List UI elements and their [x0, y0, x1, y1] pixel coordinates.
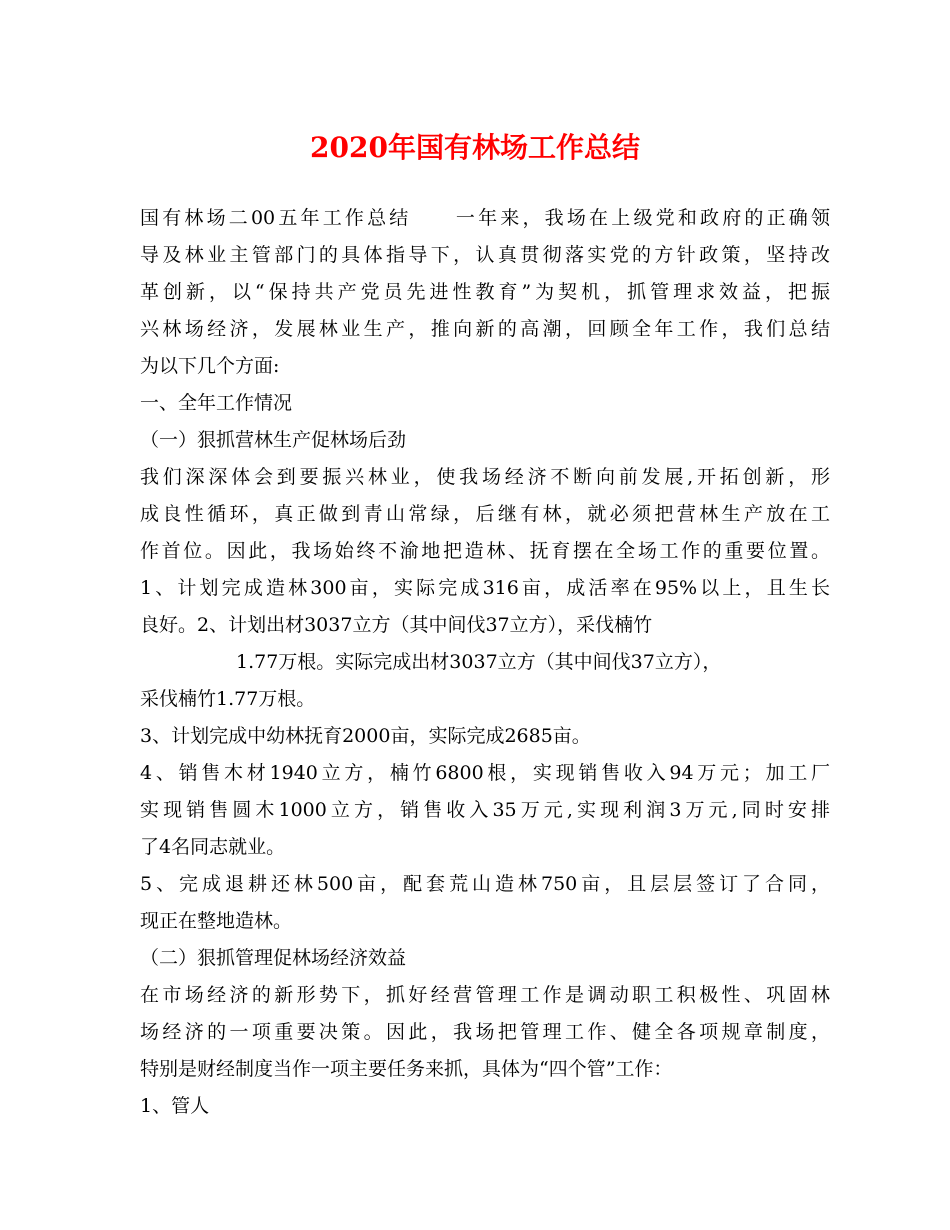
text-line: 现正在整地造林。 — [140, 910, 293, 932]
text-line: 我们深深体会到要振兴林业，使我场经济不断向前发展,开拓创新，形 — [140, 466, 830, 488]
text-line: 作首位。因此，我场始终不渝地把造林、抚育摆在全场工作的重要位置。 — [140, 540, 830, 562]
text-line: 1、管人 — [140, 1095, 210, 1117]
text-line: 成良性循环，真正做到青山常绿，后继有林，就必须把营林生产放在工 — [140, 503, 830, 525]
text-line: 良好。2、计划出材3037立方（其中间伐37立方），采伐楠竹 — [140, 614, 653, 636]
text-line: 3、计划完成中幼林抚育2000亩，实际完成2685亩。 — [140, 725, 591, 747]
text-line: 在市场经济的新形势下，抓好经营管理工作是调动职工积极性、巩固林 — [140, 984, 830, 1006]
document-title: 2020年国有林场工作总结 — [310, 131, 640, 164]
text-line: 一、全年工作情况 — [140, 392, 293, 414]
text-line: （一）狠抓营林生产促林场后劲 — [140, 429, 407, 451]
text-line: 5、完成退耕还林500亩，配套荒山造林750亩，且层层签订了合同， — [140, 873, 830, 895]
text-line: 特别是财经制度当作一项主要任务来抓，具体为“四个管”工作： — [140, 1058, 673, 1080]
text-line: 导及林业主管部门的具体指导下，认真贯彻落实党的方针政策，坚持改 — [140, 244, 830, 266]
text-line: 为以下几个方面: — [140, 355, 280, 377]
text-line: 国有林场二00五年工作总结 一年来，我场在上级党和政府的正确领 — [140, 207, 830, 229]
document-body — [140, 200, 830, 1125]
text-line: 1.77万根。实际完成出材3037立方（其中间伐37立方）， — [236, 651, 722, 673]
text-line: 兴林场经济，发展林业生产，推向新的高潮，回顾全年工作，我们总结 — [140, 318, 830, 340]
text-line: 4、销售木材1940立方，楠竹6800根，实现销售收入94万元；加工厂 — [140, 762, 830, 784]
text-line: 场经济的一项重要决策。因此，我场把管理工作、健全各项规章制度， — [140, 1021, 830, 1043]
text-line: 革创新，以“保持共产党员先进性教育”为契机，抓管理求效益，把振 — [140, 281, 830, 303]
text-line: （二）狠抓管理促林场经济效益 — [140, 947, 407, 969]
text-line: 了4名同志就业。 — [140, 836, 286, 858]
text-line: 1、计划完成造林300亩，实际完成316亩，成活率在95%以上，且生长 — [140, 577, 830, 599]
text-line: 实现销售圆木1000立方，销售收入35万元,实现利润3万元,同时安排 — [140, 799, 830, 821]
text-line: 采伐楠竹1.77万根。 — [140, 688, 316, 710]
